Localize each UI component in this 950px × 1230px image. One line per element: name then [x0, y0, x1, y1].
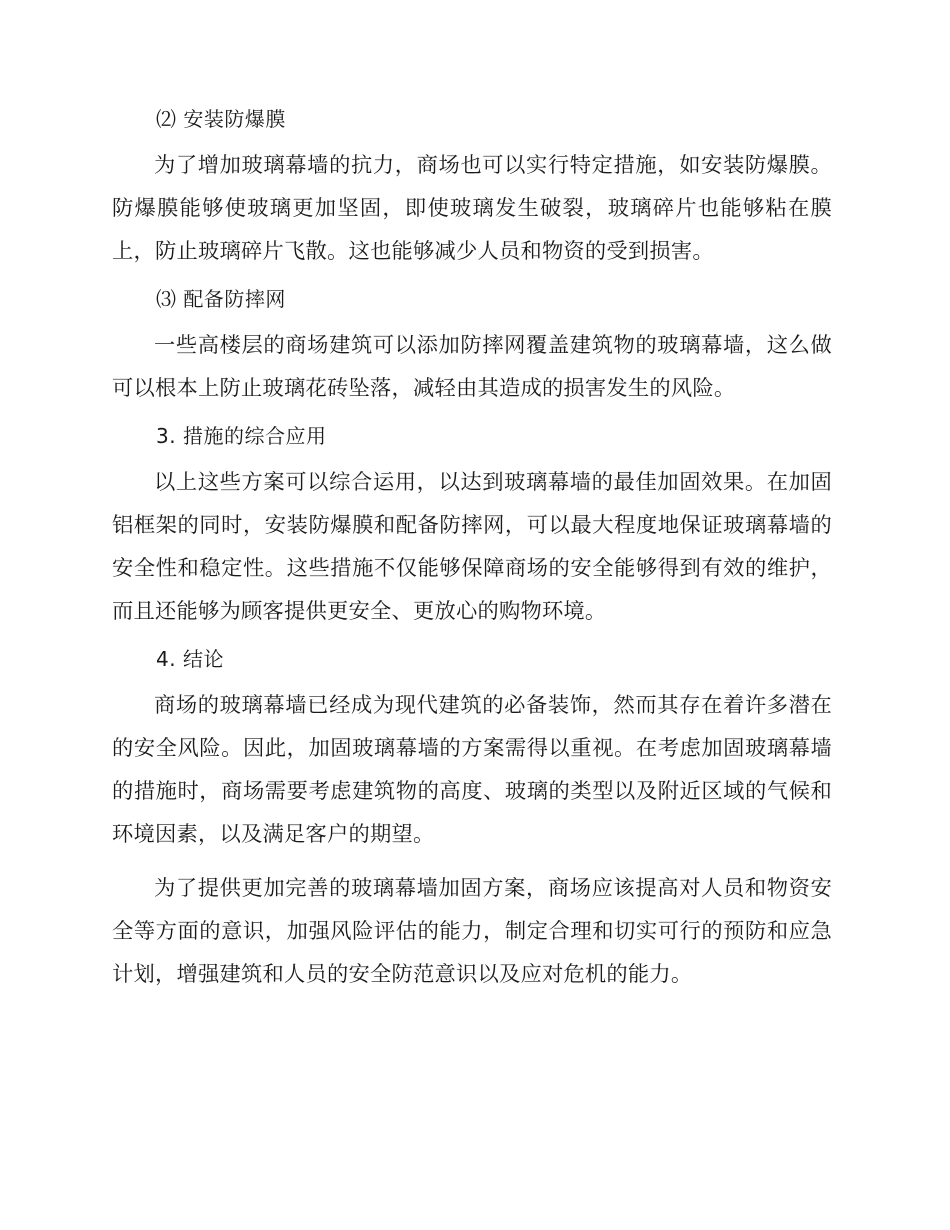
paragraph-combined-measures: 以上这些方案可以综合运用，以达到玻璃幕墙的最佳加固效果。在加固铝框架的同时，安装防爆膜和配备防摔网，可以最大程度地保证玻璃幕墙的安全性和稳定性。这些措施不仅能够保障商场的安全能够得到有效的维护，而且还能够为顾客提供更安全、更放心的购物环境。	[112, 470, 832, 624]
document-page	[112, 104, 832, 1007]
paragraph-install-film: 为了增加玻璃幕墙的抗力，商场也可以实行特定措施，如安装防爆膜。防爆膜能够使玻璃更加坚固，即使玻璃发生破裂，玻璃碎片也能够粘在膜上，防止玻璃碎片飞散。这也能够减少人员和物资的受到损害。	[112, 153, 832, 264]
paragraph-safety-net: 一些高楼层的商场建筑可以添加防摔网覆盖建筑物的玻璃幕墙，这么做可以根本上防止玻璃花砖坠落，减轻由其造成的损害发生的风险。	[112, 333, 832, 401]
paragraph-conclusion-2: 为了提供更加完善的玻璃幕墙加固方案，商场应该提高对人员和物资安全等方面的意识，加强风险评估的能力，制定合理和切实可行的预防和应急计划，增强建筑和人员的安全防范意识以及应对危机的能力。	[112, 876, 832, 987]
paragraph-conclusion-1: 商场的玻璃幕墙已经成为现代建筑的必备装饰，然而其存在着许多潜在的安全风险。因此，加固玻璃幕墙的方案需得以重视。在考虑加固玻璃幕墙的措施时，商场需要考虑建筑物的高度、玻璃的类型以及附近区域的气候和环境因素，以及满足客户的期望。	[112, 693, 832, 847]
section-heading-conclusion: 4. 结论	[156, 647, 224, 671]
section-heading-combined-measures: 3. 措施的综合应用	[156, 424, 327, 448]
section-heading-safety-net: ⑶ 配备防摔网	[156, 287, 286, 311]
section-heading-install-film: ⑵ 安装防爆膜	[156, 107, 286, 131]
